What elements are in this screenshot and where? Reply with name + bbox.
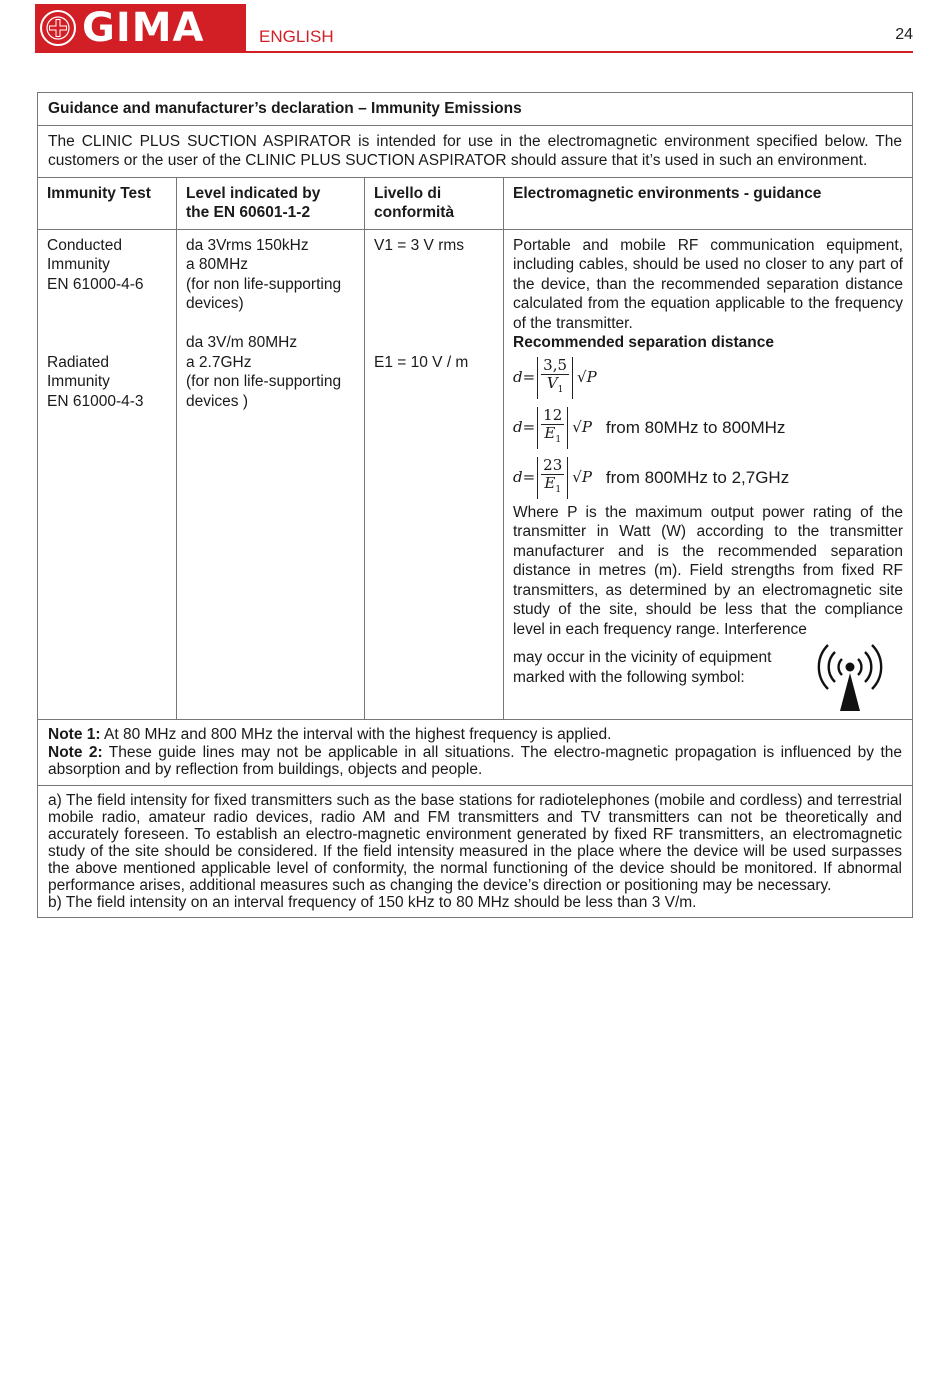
formula-conducted: [513, 357, 903, 399]
formula-denominator: $E_1$: [544, 473, 562, 495]
immunity-table: [37, 92, 913, 918]
conducted-test-line: EN 61000-4-6: [47, 275, 144, 293]
header-rule: [35, 51, 913, 53]
formula-range: from 800MHz to 2,7GHz: [605, 467, 790, 487]
formula-numerator: 3,5: [543, 355, 568, 374]
formula-d: d=: [513, 367, 536, 386]
footnotes-section: [38, 786, 912, 917]
conducted-level-line: devices): [186, 295, 244, 312]
conducted-test-line: Immunity: [47, 256, 110, 273]
radiated-level-line: (for non life-supporting: [186, 373, 342, 390]
radiated-level-line: da 3V/m 80MHz: [186, 334, 298, 351]
formula-d: d=: [513, 467, 536, 486]
header-conformity-line1: Livello di: [374, 184, 442, 202]
table-title: Guidance and manufacturer’s declaration – Immunity Emissions: [38, 93, 912, 126]
formula-numerator: 12: [543, 405, 563, 424]
radiated-conformity: E1 = 10 V / m: [374, 353, 469, 371]
note-2-text: These guide lines may not be applicable in all situations. The electro-magnetic propagation is influenced by the absorption and by reflection from buildings, objects and people.: [48, 743, 902, 778]
header-level-line2: the EN 60601-1-2: [186, 204, 311, 221]
guidance-paragraph: Where P is the maximum output power rating of the transmitter in Watt (W) according to the transmitter manufacturer and is the recommended separation distance in metres (m). Field strengths from fixed RF transmitters, as determined by an electromagnetic site study of the site, should be less that the compliance level in each frequency range. Interference: [513, 503, 903, 638]
cell-level: [177, 230, 365, 720]
formula-sqrt: √P: [572, 417, 592, 436]
language-label: ENGLISH: [259, 27, 334, 46]
page-header: [35, 4, 913, 52]
header-level-line1: Level indicated by: [186, 184, 321, 202]
note-2: [48, 744, 902, 779]
symbol-text-line: may occur in the vicinity of equipment: [513, 649, 772, 666]
formula-radiated-low: [513, 407, 903, 449]
conducted-conformity: V1 = 3 V rms: [374, 236, 465, 254]
page-number: 24: [895, 26, 913, 43]
gima-logo: [35, 4, 246, 52]
header-conformity-line2: conformità: [374, 204, 455, 221]
cell-immunity-test: [38, 230, 177, 720]
radiated-test-line: Radiated: [47, 353, 110, 371]
header-conformity: [365, 178, 504, 229]
header-level: [177, 178, 365, 229]
formula-denominator: $E_1$: [544, 423, 562, 445]
header-guidance: [504, 178, 912, 229]
formula-fraction: [537, 457, 568, 499]
symbol-paragraph: [513, 639, 903, 713]
note-2-label: Note 2:: [48, 743, 103, 761]
formula-d: d=: [513, 417, 536, 436]
formula-fraction: [537, 407, 568, 449]
note-1-text: At 80 MHz and 800 MHz the interval with the highest frequency is applied.: [100, 726, 612, 743]
formula-sqrt: √P: [572, 467, 592, 486]
note-1: [48, 726, 902, 744]
radiated-test-line: Immunity: [47, 373, 110, 390]
radiated-level-line: a 2.7GHz: [186, 353, 252, 371]
recommended-distance-heading: Recommended separation distance: [513, 334, 774, 351]
footnote-b: b) The field intensity on an interval frequency of 150 kHz to 80 MHz should be less than 3 V/m.: [48, 893, 697, 911]
note-1-label: Note 1:: [48, 726, 101, 743]
formula-sqrt: √P: [577, 367, 597, 386]
conducted-level-line: a 80MHz: [186, 256, 249, 273]
radiated-test-line: EN 61000-4-3: [47, 392, 144, 410]
cell-guidance: [504, 230, 912, 720]
table-intro: The CLINIC PLUS SUCTION ASPIRATOR is intended for use in the electromagnetic environment specified below. The customers or the user of the CLINIC PLUS SUCTION ASPIRATOR should assure that it’s used in such an environment.: [38, 126, 912, 178]
table-body-row: [38, 230, 912, 721]
formula-radiated-high: [513, 457, 903, 499]
header-immunity-test-text: Immunity Test: [47, 184, 151, 202]
formula-numerator: 23: [543, 455, 563, 474]
cell-conformity: [365, 230, 504, 720]
conducted-level-line: (for non life-supporting: [186, 275, 342, 293]
symbol-text-line: marked with the following symbol:: [513, 668, 745, 686]
footnote-a: a) The field intensity for fixed transmitters such as the base stations for radiotelephones (mobile and cordless) and terrestrial mobile radio, amateur radio devices, radio AM and FM transmitters and TV transmitters can not be theoretically and accurately foreseen. To establish an electro-magnetic environment generated by fixed RF transmitters, an electromagnetic study of the site should be considered. If the field intensity measured in the place where the device will be used surpasses the above mentioned applicable level of conformity, the normal functioning of the device should be monitored. If abnormal performance arises, additional measures such as changing the device’s direction or positioning may be necessary.: [48, 791, 902, 894]
header-guidance-text: Electromagnetic environments - guidance: [513, 184, 822, 202]
notes-section: [38, 720, 912, 786]
non-ionizing-radiation-icon: [813, 639, 887, 713]
gima-seal-icon: [40, 10, 76, 46]
conducted-level-line: da 3Vrms 150kHz: [186, 236, 309, 254]
formula-fraction: [537, 357, 573, 399]
formula-denominator: $V_1$: [546, 373, 564, 395]
conducted-test-line: Conducted: [47, 236, 122, 254]
guidance-paragraph: Portable and mobile RF communication equipment, including cables, should be used no closer to any part of the device, than the recommended separation distance calculated from the equation applicable to the frequency of the transmitter.: [513, 236, 903, 332]
logo-text: GIMA: [82, 5, 205, 51]
formula-range: from 80MHz to 800MHz: [605, 417, 786, 437]
header-immunity-test: [38, 178, 177, 229]
radiated-level-line: devices ): [186, 392, 249, 410]
table-header-row: [38, 178, 912, 230]
